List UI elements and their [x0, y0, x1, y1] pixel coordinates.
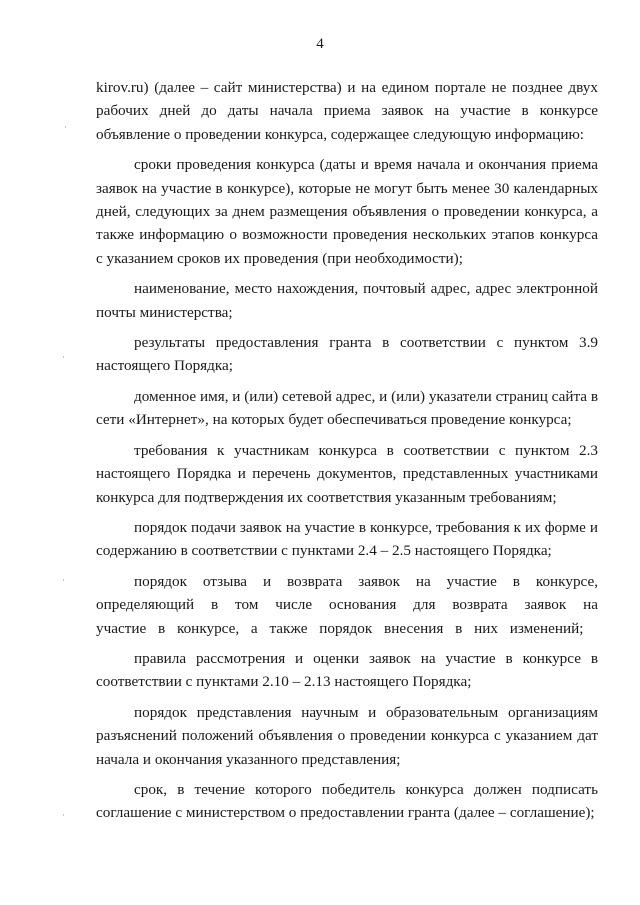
- margin-mark: ·: [62, 352, 65, 362]
- paragraph: срок, в течение которого победитель конкурса должен подписать соглашение с министерством о предоставлении гранта (далее – соглашение);: [96, 780, 598, 822]
- paragraph: порядок представления научным и образовательным организациям разъяснений положений объявления о проведении конкурса с указанием дат начала и окончания указанного представления;: [96, 703, 598, 768]
- paragraph: требования к участникам конкурса в соответствии с пунктом 2.3 настоящего Порядка и перечень документов, представленных участниками конкурса для подтверждения их соответствия указанным требованиям;: [96, 441, 598, 506]
- page-number: 4: [316, 36, 324, 52]
- paragraph: порядок подачи заявок на участие в конкурсе, требования к их форме и содержанию в соответствии с пунктами 2.4 – 2.5 настоящего Порядка;: [96, 518, 598, 560]
- paragraph: kirov.ru) (далее – сайт министерства) и на едином портале не позднее двух рабочих дней до даты начала приема заявок на участие в конкурсе объявление о проведении конкурса, содержащее следующую информацию:: [96, 79, 598, 143]
- paragraph: результаты предоставления гранта в соответствии с пунктом 3.9 настоящего Порядка;: [96, 334, 598, 375]
- paragraph: порядок отзыва и возврата заявок на участие в конкурсе, определяющий в том числе основания для возврата заявок на участие в конкурсе, а также порядок внесения в них изменений;: [96, 572, 598, 637]
- paragraph: доменное имя, и (или) сетевой адрес, и (или) указатели страниц сайта в сети «Интернет», на которых будет обеспечиваться проведение конкурса;: [96, 387, 598, 429]
- margin-mark: ·: [62, 810, 65, 820]
- paragraph: сроки проведения конкурса (даты и время начала и окончания приема заявок на участие в конкурсе), которые не могут быть менее 30 календарных дней, следующих за днем размещения объявления о проведении конкурса, а также информацию о возможности проведения нескольких этапов конкурса с указанием сроков их проведения (при необходимости);: [96, 156, 598, 267]
- paragraph: наименование, место нахождения, почтовый адрес, адрес электронной почты министерства;: [96, 280, 598, 321]
- margin-mark: ·: [62, 575, 65, 585]
- document-body: [96, 76, 598, 832]
- paragraph: правила рассмотрения и оценки заявок на участие в конкурсе в соответствии с пунктами 2.10 – 2.13 настоящего Порядка;: [96, 649, 598, 691]
- margin-mark: ·: [64, 122, 67, 132]
